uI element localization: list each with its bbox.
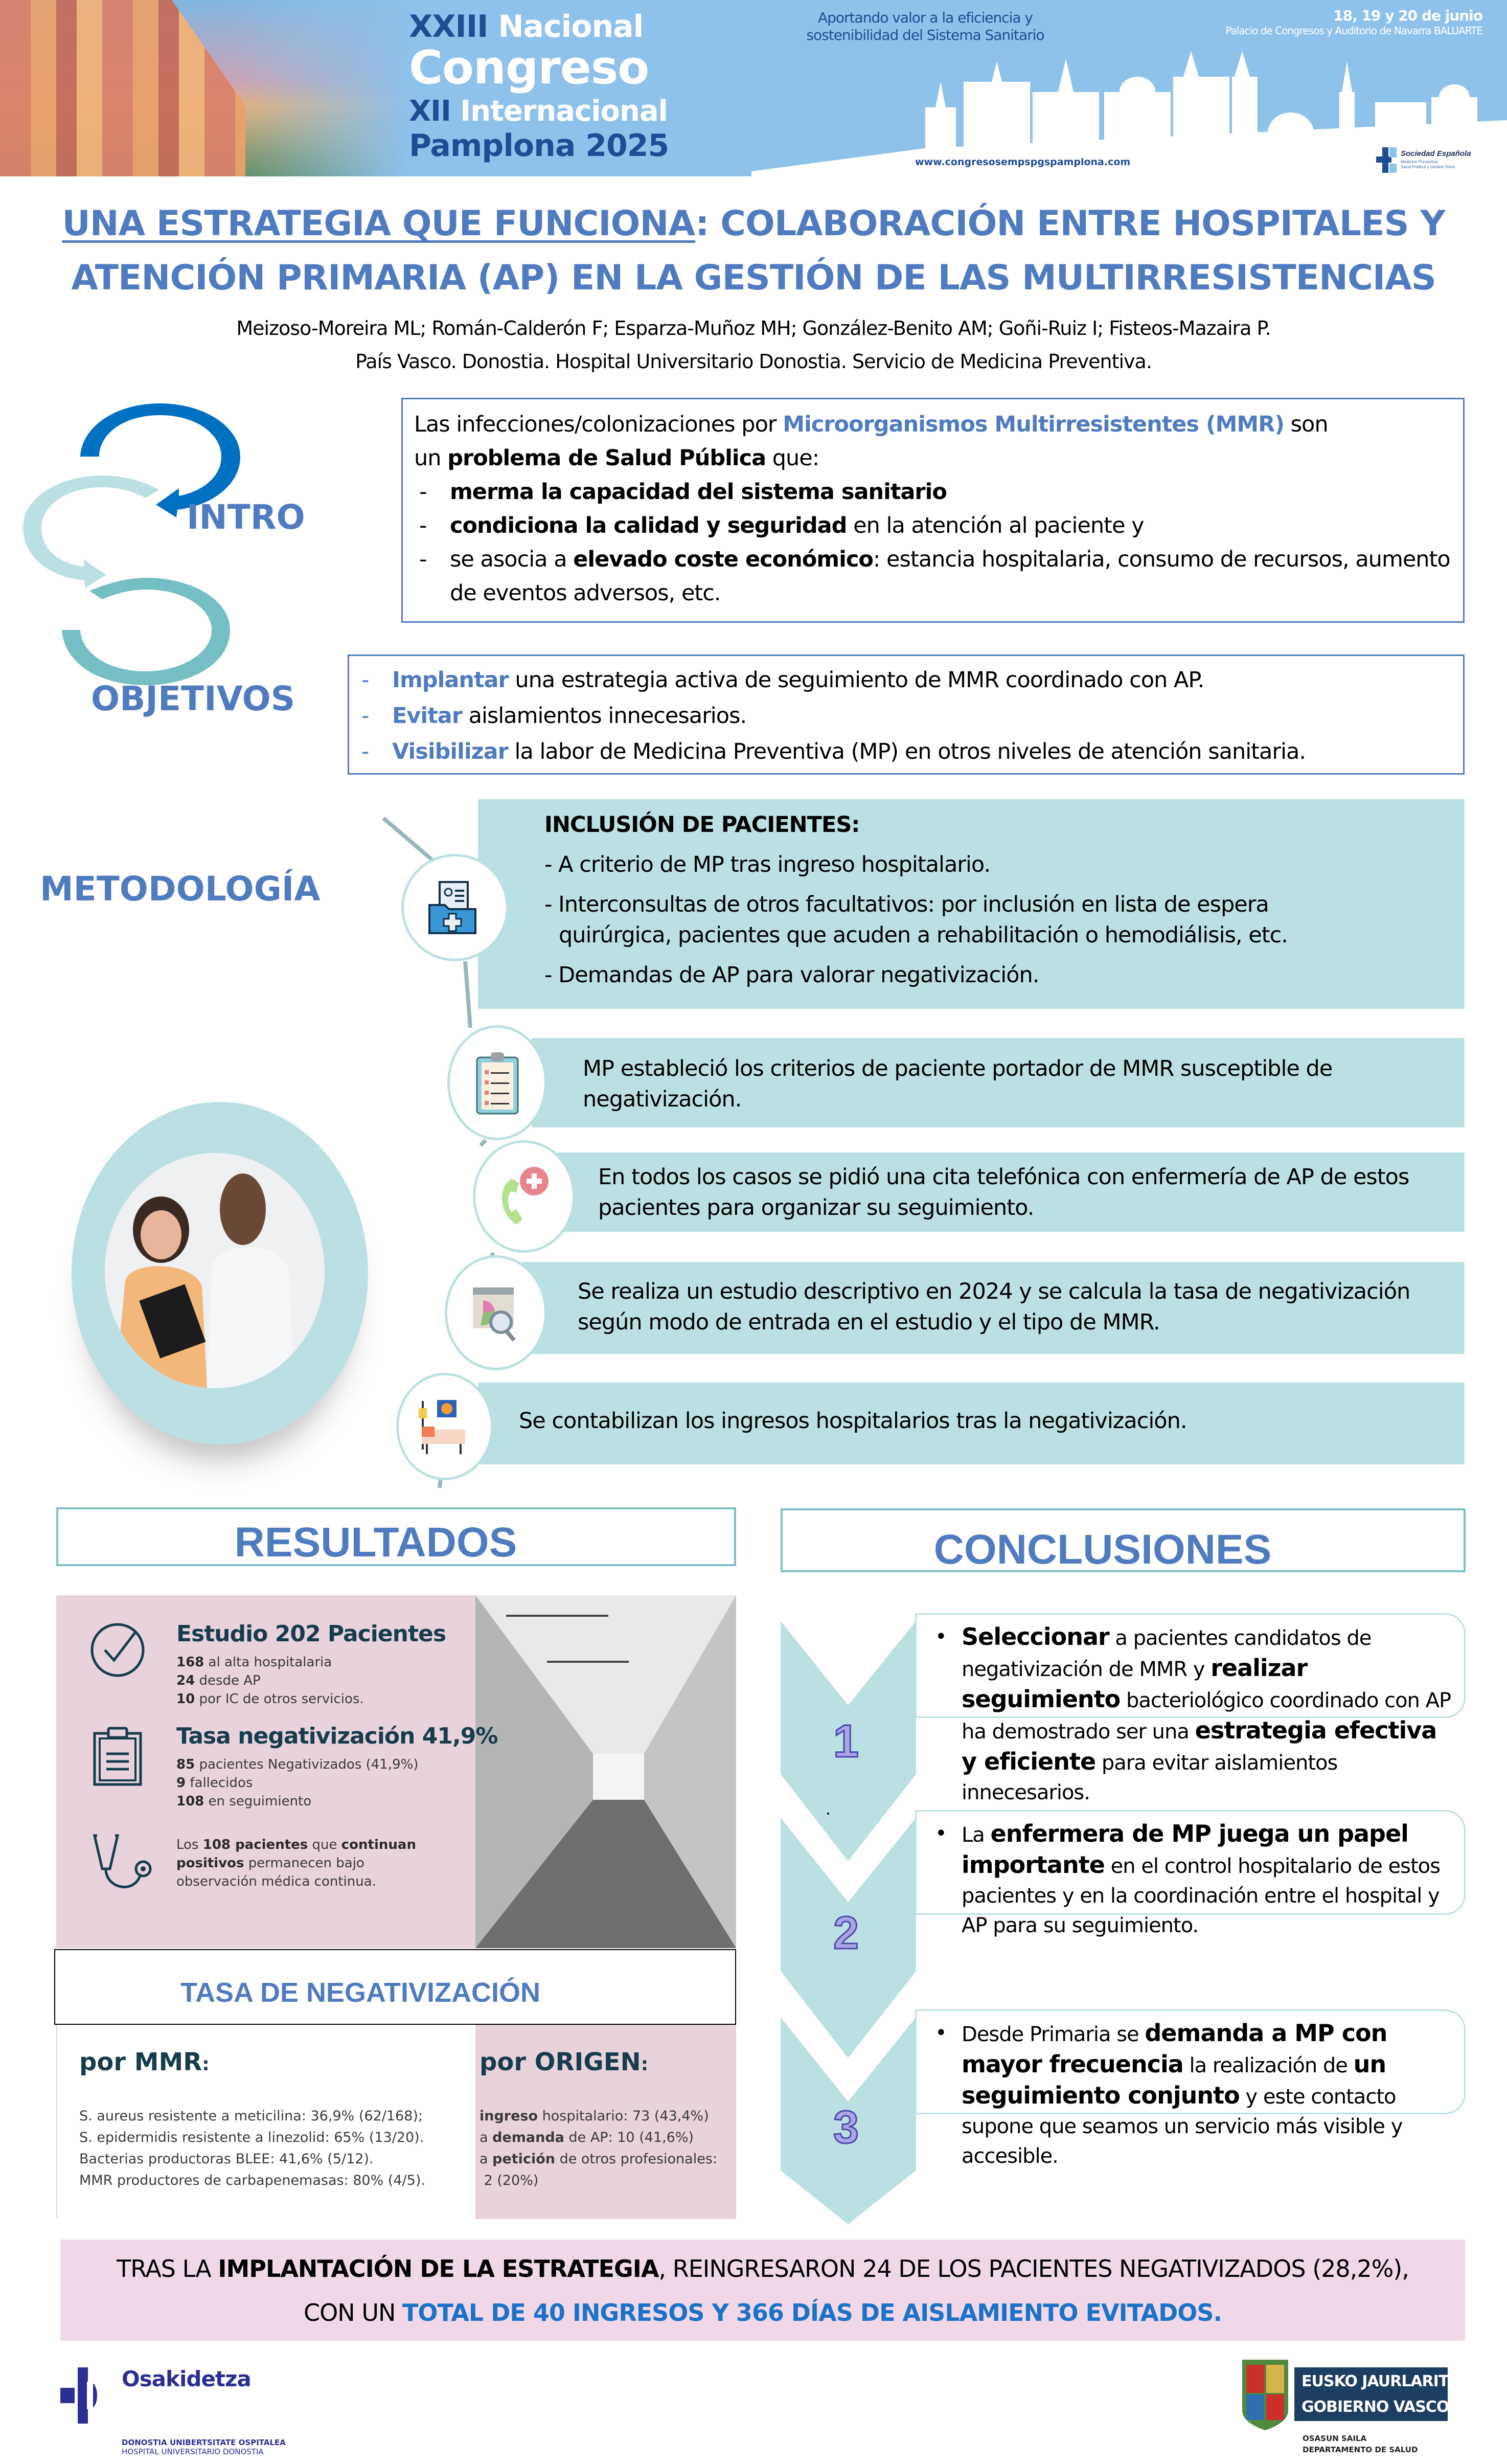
observation-line — [176, 1836, 416, 1854]
stat-text: por IC de otros servicios. — [195, 1691, 364, 1707]
metodologia-step-study: Se realiza un estudio descriptivo en 2024 y se calcula la tasa de negativización según modo de entrada en el estudio y el tipo de MMR. — [521, 1262, 1465, 1354]
objetivo-text: la labor de Medicina Preventiva (MP) en otros niveles de atención sanitaria. — [508, 739, 1306, 764]
objetivo-item — [356, 734, 1456, 770]
congress-tagline — [782, 9, 1068, 44]
intro-list-item — [414, 509, 1452, 542]
section-label-intro: INTRO — [187, 498, 305, 537]
metodologia-step-phone: En todos los casos se pidió una cita telefónica con enfermería de AP de estos pacientes para organizar su seguimiento. — [557, 1152, 1465, 1232]
origen-text: de otros profesionales: — [555, 2151, 717, 2167]
congress-nacional: Nacional — [498, 9, 644, 44]
origen-text: 2 (20%) — [480, 2173, 539, 2188]
congress-venue: Palacio de Congresos y Auditorio de Navarra BALUARTE — [1225, 25, 1482, 37]
osakidetza-logo-icon — [60, 2367, 117, 2424]
stat-text: pacientes Negativizados (41,9%) — [195, 1757, 419, 1772]
authors: Meizoso-Moreira ML; Román-Calderón F; Esparza-Muñoz MH; González-Benito AM; Goñi-Ruiz I; Fisteos-Mazaira P. — [236, 317, 1271, 340]
data-analysis-magnifier-icon — [470, 1282, 521, 1344]
clipboard-icon-circle — [447, 1025, 547, 1140]
basque-government-shield-icon — [1237, 2355, 1293, 2431]
clipboard-checklist-icon — [474, 1050, 520, 1116]
conc-bold: enfermera de MP juega un papel importante — [962, 1820, 1408, 1879]
congress-website-link[interactable]: www.congresosempspgspamplona.com — [915, 156, 1131, 168]
origen-text: de AP: 10 (41,6%) — [564, 2130, 694, 2145]
por-origen-item — [480, 2127, 717, 2149]
estudio-breakdown — [176, 1653, 364, 1708]
intro-bold: merma la capacidad del sistema sanitario — [450, 479, 947, 505]
intro-text: Las infecciones/colonizaciones por — [414, 412, 783, 437]
inclusion-item-cont: quirúrgica, pacientes que acuden a rehabilitación o hemodiálisis, etc. — [559, 922, 1288, 948]
congress-number: XXIII — [409, 9, 488, 44]
department-basque: OSASUN SAILA — [1303, 2434, 1367, 2443]
intro-paragraph-2 — [414, 441, 1452, 475]
intro-text: son — [1284, 412, 1328, 437]
intro-bold: condiciona la calidad y seguridad — [450, 513, 847, 538]
hospital-bed-icon — [417, 1396, 473, 1457]
objetivos-box — [348, 654, 1465, 775]
estudio-line — [176, 1653, 364, 1671]
hospital-corridor-photo — [475, 1595, 736, 1948]
section-label-objetivos: OBJETIVOS — [91, 679, 295, 718]
congress-dates: 18, 19 y 20 de junio — [1333, 7, 1482, 24]
por-mmr-title — [79, 2048, 210, 2076]
intro-text: un — [414, 445, 448, 471]
stat-text: en seguimiento — [204, 1794, 312, 1809]
society-cross-logo-icon — [1376, 147, 1399, 173]
origen-bold: demanda — [492, 2130, 564, 2145]
department-spanish: DEPARTAMENTO DE SALUD — [1303, 2445, 1418, 2454]
doctor-patient-illustration — [105, 1153, 325, 1388]
por-mmr-list — [79, 2106, 425, 2191]
por-origen-item — [480, 2170, 717, 2191]
observation-line: observación médica continua. — [176, 1874, 376, 1889]
congress-intl-number: XII — [409, 95, 451, 128]
osakidetza-name: Osakidetza — [122, 2366, 251, 2391]
tasa-line — [176, 1755, 418, 1774]
stat-number: 24 — [176, 1673, 195, 1688]
conclusiones-title: CONCLUSIONES — [933, 1526, 1272, 1573]
por-origen-list — [480, 2106, 717, 2191]
intro-text: se asocia a — [450, 547, 574, 572]
section-label-metodologia: METODOLOGÍA — [40, 869, 321, 909]
conclusion-number-2: 2 — [833, 1908, 859, 1959]
intro-list-item — [414, 542, 1452, 610]
conc-bold: realizar seguimiento — [962, 1654, 1308, 1713]
osakidetza-sub-basque: DONOSTIA UNIBERTSITATE OSPITALEA — [122, 2438, 286, 2447]
summary-banner — [60, 2240, 1465, 2341]
congress-line-4: Pamplona 2025 — [409, 128, 669, 164]
conc-text: para evitar aislamientos innecesarios. — [962, 1751, 1338, 1804]
decorative-dot — [827, 1813, 829, 1815]
objetivo-verb: Visibilizar — [392, 739, 508, 764]
resultados-header — [56, 1507, 736, 1566]
conclusiones-header — [781, 1508, 1466, 1572]
obs-text: que — [308, 1837, 341, 1852]
title-line-2: ATENCIÓN PRIMARIA (AP) EN LA GESTIÓN DE LAS MULTIRRESISTENCIAS — [71, 258, 1436, 298]
conclusion-3 — [915, 2009, 1466, 2168]
affiliation: País Vasco. Donostia. Hospital Universitario Donostia. Servicio de Medicina Preventiva. — [355, 350, 1152, 373]
summary-line-2 — [60, 2291, 1465, 2335]
por-mmr-item: Bacterias productoras BLEE: 41,6% (5/12). — [79, 2151, 374, 2167]
obs-text: Los — [176, 1837, 203, 1852]
intro-paragraph-1 — [414, 408, 1452, 441]
intro-bold: elevado coste económico — [573, 547, 873, 572]
summary-highlight: TOTAL DE 40 INGRESOS Y 366 DÍAS DE AISLAMIENTO EVITADOS. — [402, 2299, 1222, 2326]
tagline-line-2: sostenibilidad del Sistema Sanitario — [806, 27, 1044, 43]
conclusion-2-text — [935, 1819, 1454, 1940]
obs-text: permanecen bajo — [244, 1856, 364, 1871]
objetivos-list — [356, 662, 1456, 770]
obs-bold: positivos — [176, 1856, 244, 1871]
conc-text: y este contacto supone que seamos un servicio más visible y accesible. — [962, 2085, 1403, 2168]
conc-bold: un seguimiento conjunto — [962, 2050, 1386, 2109]
colon: : — [641, 2054, 649, 2075]
stethoscope-icon — [89, 1830, 156, 1897]
stat-number: 9 — [176, 1775, 186, 1791]
society-title: Sociedad Española — [1401, 149, 1471, 158]
por-origen-item — [480, 2149, 717, 2170]
society-sub-2: Salud Pública y Gestión Sanit — [1401, 165, 1455, 169]
estudio-line — [176, 1671, 364, 1690]
intro-bold: problema de Salud Pública — [447, 445, 766, 471]
conclusion-3-text — [935, 2018, 1454, 2171]
resultados-title: RESULTADOS — [234, 1519, 517, 1566]
conclusion-2 — [915, 1810, 1466, 1937]
society-subtitle — [1401, 160, 1503, 170]
conclusion-1 — [915, 1613, 1466, 1804]
intro-list — [414, 475, 1452, 610]
inclusion-item: - Demandas de AP para valorar negativización. — [544, 962, 1039, 988]
check-circle-icon — [89, 1622, 146, 1678]
gobierno-vasco-basque: EUSKO JAURLARITZA — [1302, 2372, 1471, 2390]
congress-line-1 — [409, 11, 643, 42]
medical-folder-icon — [424, 877, 486, 938]
conclusion-number-1: 1 — [833, 1716, 859, 1767]
tasa-line — [176, 1792, 418, 1811]
origen-text: a — [480, 2151, 493, 2167]
origen-bold: ingreso — [480, 2108, 538, 2124]
tasa-breakdown — [176, 1755, 418, 1811]
clipboard-icon — [92, 1726, 143, 1787]
summary-text: CON UN — [303, 2299, 403, 2326]
origen-text: a — [480, 2130, 493, 2145]
corridor-illustration — [475, 1595, 736, 1948]
metodologia-inclusion-box — [478, 799, 1465, 1009]
summary-text: , REINGRESARON 24 DE LOS PACIENTES NEGATIVIZADOS (28,2%), — [658, 2255, 1409, 2282]
objetivo-verb: Implantar — [392, 667, 509, 693]
stat-text: fallecidos — [186, 1775, 253, 1791]
objetivo-text: aislamientos innecesarios. — [462, 703, 747, 729]
intro-list-item — [414, 475, 1452, 509]
objetivo-item — [356, 698, 1456, 734]
poster-title — [31, 197, 1476, 305]
conc-text: a pacientes candidatos de negativización de MMR y — [962, 1626, 1372, 1681]
por-mmr-label: por MMR — [79, 2048, 202, 2076]
objetivo-item — [356, 662, 1456, 698]
congress-banner — [0, 0, 1507, 176]
colon: : — [202, 2054, 210, 2075]
conc-text: bacteriológico coordinado con AP ha demostrado ser una — [962, 1689, 1451, 1744]
stat-number: 85 — [176, 1757, 195, 1772]
stat-text: desde AP — [195, 1673, 261, 1688]
por-mmr-item: MMR productores de carbapenemasas: 80% (4/5). — [79, 2173, 425, 2188]
medical-phone-icon — [496, 1163, 552, 1230]
bullet: • — [935, 1625, 947, 1648]
estudio-line — [176, 1690, 364, 1708]
conc-text: La — [962, 1823, 991, 1847]
stat-number: 108 — [176, 1794, 204, 1809]
gobierno-vasco-spanish: GOBIERNO VASCO — [1302, 2398, 1449, 2416]
conc-text: la realización de — [1183, 2054, 1354, 2077]
intro-box — [401, 398, 1465, 623]
title-underlined-part: UNA ESTRATEGIA QUE FUNCIONA — [62, 204, 696, 244]
objetivo-text: una estrategia activa de seguimiento de MMR coordinado con AP. — [508, 667, 1204, 693]
intro-highlight-mmr: Microorganismos Multirresistentes (MMR) — [783, 412, 1284, 437]
tasa-line — [176, 1774, 418, 1792]
phone-icon-circle — [473, 1140, 575, 1253]
tasa-negativizacion-title: TASA DE NEGATIVIZACIÓN — [180, 1977, 541, 2008]
por-mmr-item: S. aureus resistente a meticilina: 36,9% (62/168); — [79, 2108, 423, 2124]
congress-line-3 — [409, 97, 668, 126]
inclusion-item: - A criterio de MP tras ingreso hospitalario. — [544, 852, 991, 877]
intro-text: en la atención al paciente y — [847, 513, 1144, 538]
tagline-line-1: Aportando valor a la eficiencia y — [817, 9, 1033, 26]
tasa-title: Tasa negativización 41,9% — [176, 1723, 498, 1749]
conclusion-1-text — [935, 1622, 1454, 1807]
conc-text: en el control hospitalario de estos pacientes y en la coordinación entre el hospital y AP para su seguimiento. — [962, 1855, 1440, 1937]
inclusion-title: INCLUSIÓN DE PACIENTES: — [544, 812, 860, 838]
observation-note — [176, 1836, 416, 1891]
summary-line-1 — [60, 2247, 1465, 2291]
intro-text: que: — [766, 445, 819, 471]
osakidetza-sub-spanish: HOSPITAL UNIVERSITARIO DONOSTIA — [122, 2447, 264, 2456]
origen-text: hospitalario: 73 (43,4%) — [538, 2108, 709, 2124]
metodologia-step-admissions: Se contabilizan los ingresos hospitalarios tras la negativización. — [478, 1383, 1465, 1464]
por-origen-title — [480, 2048, 648, 2076]
objetivos-arrow-shape — [23, 476, 159, 588]
origen-bold: petición — [492, 2151, 555, 2167]
conc-text: Desde Primaria se — [962, 2023, 1145, 2046]
bullet: • — [935, 2021, 947, 2045]
conclusion-number-3: 3 — [833, 2102, 859, 2153]
obs-bold: continuan — [341, 1837, 416, 1852]
title-line-1 — [31, 197, 1476, 251]
summary-bold: IMPLANTACIÓN DE LA ESTRATEGIA — [218, 2255, 659, 2282]
stat-number: 168 — [176, 1655, 204, 1670]
inclusion-item: - Interconsultas de otros facultativos: por inclusión en lista de espera — [544, 892, 1269, 917]
tasa-negativizacion-header — [54, 1949, 736, 2025]
por-mmr-item: S. epidermidis resistente a linezolid: 65% (13/20). — [79, 2130, 424, 2145]
intro-text: : estancia hospitalaria, consumo de recursos, aumento de eventos adversos, etc. — [450, 547, 1450, 606]
society-sub-1: Medicina Preventiva, — [1401, 160, 1439, 164]
congress-line-2: Congreso — [409, 41, 649, 95]
analytics-icon-circle — [445, 1255, 547, 1370]
objetivo-verb: Evitar — [392, 703, 462, 729]
medical-folder-icon-circle — [401, 854, 509, 961]
metodologia-step-criteria: MP estableció los criterios de paciente portador de MMR susceptible de negativización. — [532, 1038, 1465, 1127]
title-line-1-rest: : COLABORACIÓN ENTRE HOSPITALES Y — [695, 204, 1445, 244]
conc-bold: Seleccionar — [962, 1623, 1109, 1651]
summary-text: TRAS LA — [117, 2255, 218, 2282]
observation-line — [176, 1854, 416, 1872]
metodologia-arrow-shape — [62, 578, 230, 685]
stat-number: 10 — [176, 1691, 195, 1707]
bullet: • — [935, 1822, 947, 1845]
stat-text: al alta hospitalaria — [204, 1655, 332, 1670]
estudio-title: Estudio 202 Pacientes — [176, 1621, 446, 1647]
congress-internacional: Internacional — [460, 95, 668, 128]
obs-bold: 108 pacientes — [202, 1837, 308, 1852]
conc-bold: demanda a MP con mayor frecuencia — [962, 2019, 1387, 2078]
por-origen-item — [480, 2106, 717, 2127]
hospital-bed-icon-circle — [396, 1373, 493, 1480]
conc-bold: estrategia efectiva y eficiente — [962, 1716, 1437, 1775]
por-origen-label: por ORIGEN — [480, 2048, 641, 2076]
doctor-patient-photo — [105, 1153, 325, 1388]
